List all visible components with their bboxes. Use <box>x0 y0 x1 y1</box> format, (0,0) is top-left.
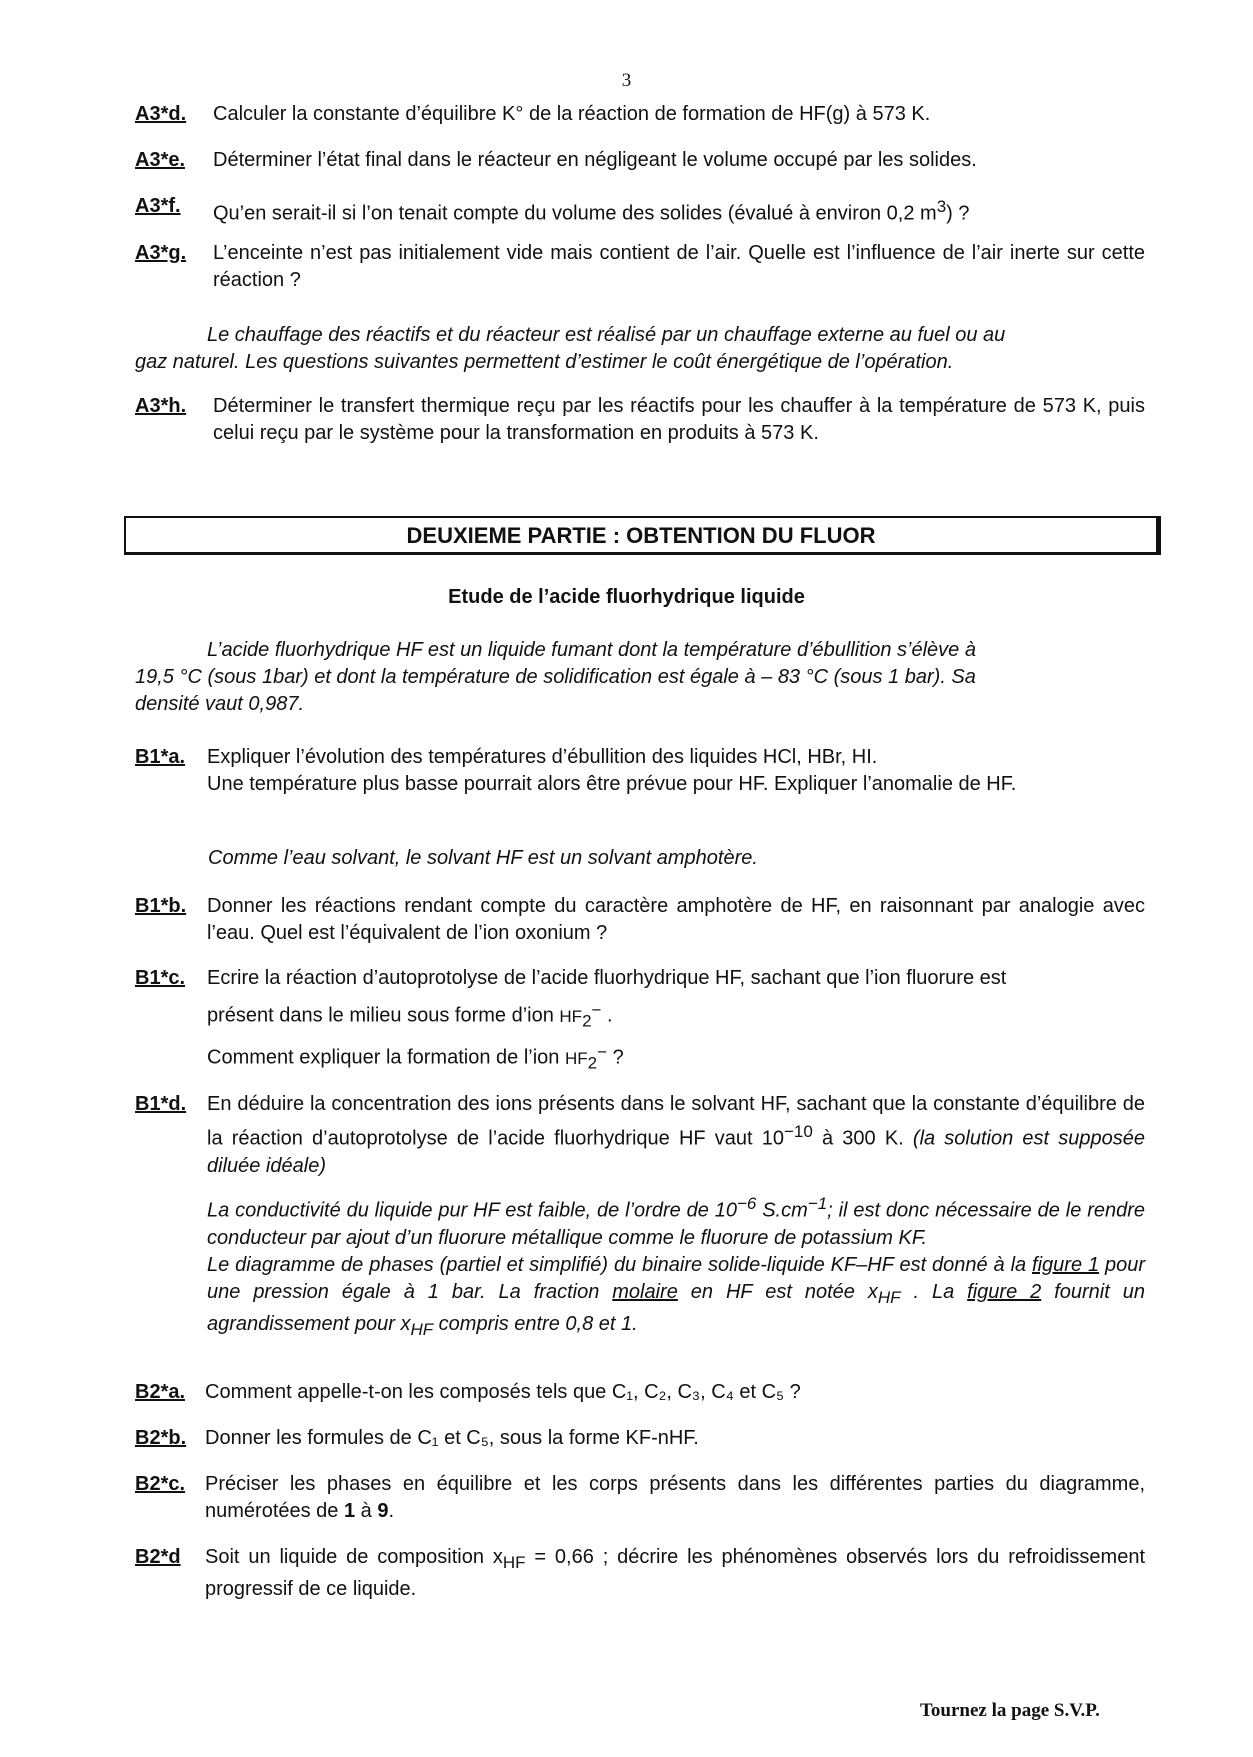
conductivity-intro <box>135 1190 1145 1343</box>
question-text: Déterminer l’état final dans le réacteur en négligeant le volume occupé par les solides. <box>213 149 977 171</box>
question-a3d <box>135 101 1145 128</box>
heating-intro-line1: Le chauffage des réactifs et du réacteur est réalisé par un chauffage externe au fuel ou au <box>207 324 1006 346</box>
question-label: B1*b. <box>135 895 187 917</box>
text-part: fournit un agrandissement pour x <box>207 1280 1145 1335</box>
question-label: A3*g. <box>135 242 187 264</box>
heating-intro-line2: gaz naturel. Les questions suivantes permettent d’estimer le coût énergétique de l’opération. <box>135 351 954 373</box>
text-part: ; il est donc nécessaire de le rendre conducteur par ajout d’un fluorure métallique comme le fluorure de potassium KF. <box>207 1199 1146 1249</box>
bold-number: 1 <box>343 1500 356 1522</box>
conductivity-paragraph-2 <box>135 1252 1145 1343</box>
hf-intro-line3: densité vaut 0,987. <box>135 693 305 715</box>
amphoteric-note: Comme l’eau solvant, le solvant HF est un solvant amphotère. <box>208 847 758 869</box>
question-b1a <box>135 744 1145 798</box>
hf-intro-line1: L’acide fluorhydrique HF est un liquide fumant dont la température d’ébullition s’élève à <box>207 639 976 661</box>
superscript: − <box>597 1042 608 1062</box>
text-part: à <box>355 1500 378 1522</box>
question-label: B1*a. <box>135 746 186 768</box>
text-part: En déduire la concentration des ions présents dans le solvant HF, sachant que la constante d’équilibre de la réaction d’autoprotolyse de l’acide fluorhydrique HF vaut 10 <box>207 1093 1145 1150</box>
question-line <box>207 996 1145 1034</box>
question-b1d <box>135 1091 1145 1180</box>
question-label: B2*b. <box>135 1427 187 1449</box>
subscript: 2 <box>587 1053 598 1073</box>
text-part: présent dans le milieu sous forme d’ion <box>207 1004 560 1027</box>
superscript: − <box>591 1000 602 1019</box>
text-part: Comment expliquer la formation de l’ion <box>207 1046 565 1069</box>
text-part: à 300 K. <box>812 1127 913 1150</box>
question-b2c <box>135 1471 1145 1525</box>
footer-turn-page: Tournez la page S.V.P. <box>920 1700 1100 1721</box>
text-part: Préciser les phases en équilibre et les corps présents dans les différentes parties du diagramme, numérotées de <box>205 1473 1145 1522</box>
bold-number: 9 <box>377 1500 389 1522</box>
question-line <box>207 1038 1145 1076</box>
question-a3e <box>135 147 1145 174</box>
question-label: A3*d. <box>135 103 187 125</box>
subscript: HF <box>877 1287 901 1307</box>
question-label: B2*c. <box>135 1473 186 1495</box>
question-line: Ecrire la réaction d’autoprotolyse de l’acide fluorhydrique HF, sachant que l’ion fluorure est <box>207 967 1007 989</box>
text-part: Soit un liquide de composition x <box>205 1546 503 1568</box>
question-label: A3*h. <box>135 395 187 417</box>
page-number: 3 <box>621 70 632 91</box>
text-part: Qu’en serait-il si l’on tenait compte du volume des solides (évalué à environ 0,2 m <box>213 202 937 225</box>
subscript: HF <box>502 1553 526 1572</box>
part-title: DEUXIEME PARTIE : OBTENTION DU FLUOR <box>406 523 876 548</box>
subscript: 2 <box>582 1011 592 1031</box>
question-b2b <box>135 1425 1145 1452</box>
text-part: en HF est notée x <box>677 1280 878 1303</box>
figure-2-ref: figure 2 <box>967 1280 1042 1303</box>
text-part: pour une pression égale à 1 bar. La fraction <box>207 1253 1145 1303</box>
question-text <box>213 193 1145 228</box>
question-text: Calculer la constante d’équilibre K° de la réaction de formation de HF(g) à 573 K. <box>213 103 931 125</box>
question-line: Une température plus basse pourrait alors être prévue pour HF. Expliquer l’anomalie de HF. <box>207 773 1017 795</box>
question-b2d <box>135 1544 1145 1603</box>
question-label: A3*e. <box>135 149 186 171</box>
superscript: −6 <box>736 1194 757 1213</box>
question-text: L’enceinte n’est pas initialement vide mais contient de l’air. Quelle est l’influence de l’air inerte sur cette réaction ? <box>213 242 1145 291</box>
question-label: B2*d <box>135 1546 181 1568</box>
ion-symbol: HF <box>559 1006 583 1026</box>
question-text: Donner les formules de C₁ et C₅, sous la forme KF-nHF. <box>205 1427 699 1449</box>
question-label: B2*a. <box>135 1381 186 1403</box>
question-text <box>207 965 1145 1076</box>
figure-1-ref: figure 1 <box>1032 1253 1100 1276</box>
text-part: . La <box>900 1280 968 1303</box>
underlined-word: molaire <box>612 1280 678 1303</box>
heating-intro <box>135 322 1145 376</box>
question-a3g <box>135 240 1145 294</box>
question-text: Donner les réactions rendant compte du caractère amphotère de HF, en raisonnant par analogie avec l’eau. Quel est l’équivalent de l’ion oxonium ? <box>207 895 1145 944</box>
text-part: ) ? <box>946 202 970 225</box>
subscript: HF <box>410 1319 434 1339</box>
section-title: Etude de l’acide fluorhydrique liquide <box>448 586 805 608</box>
text-part: compris entre 0,8 et 1. <box>433 1312 638 1335</box>
part-title-box <box>124 516 1161 555</box>
question-line: Expliquer l’évolution des températures d’ébullition des liquides HCl, HBr, HI. <box>207 746 878 768</box>
superscript: −1 <box>807 1194 828 1213</box>
hf-intro <box>135 637 1145 718</box>
question-b1c <box>135 965 1145 1076</box>
superscript: −10 <box>784 1122 813 1141</box>
question-b1b <box>135 893 1145 947</box>
question-a3f <box>135 193 1145 228</box>
text-part: = 0,66 ; décrire les phénomènes observés lors du refroidissement progressif de ce liquide. <box>205 1546 1145 1600</box>
text-part: . <box>388 1500 395 1522</box>
ion-formula <box>559 1000 602 1031</box>
question-label: A3*f. <box>135 195 181 217</box>
question-text <box>205 1544 1145 1603</box>
question-b2a <box>135 1379 1145 1406</box>
ion-formula <box>564 1042 608 1073</box>
question-text: Déterminer le transfert thermique reçu par les réactifs pour les chauffer à la température de 573 K, puis celui reçu par le système pour la transformation en produits à 573 K. <box>213 395 1145 444</box>
question-text <box>207 1091 1145 1180</box>
text-part: ? <box>607 1046 624 1069</box>
superscript: 3 <box>936 197 947 216</box>
conductivity-paragraph-1 <box>135 1190 1145 1252</box>
question-text <box>207 744 1145 798</box>
text-part: Le diagramme de phases (partiel et simplifié) du binaire solide-liquide KF–HF est donné à la <box>207 1253 1033 1276</box>
text-part: . <box>601 1004 613 1027</box>
ion-symbol: HF <box>564 1048 588 1068</box>
hf-intro-line2: 19,5 °C (sous 1bar) et dont la température de solidification est égale à – 83 °C (sous 1 bar). Sa <box>135 666 976 688</box>
question-text: Comment appelle-t-on les composés tels que C₁, C₂, C₃, C₄ et C₅ ? <box>205 1381 801 1403</box>
question-label: B1*d. <box>135 1093 187 1115</box>
text-part: La conductivité du liquide pur HF est faible, de l’ordre de 10 <box>207 1199 737 1222</box>
italic-text: (la solution est supposée diluée idéale) <box>207 1127 1145 1177</box>
question-a3h <box>135 393 1145 447</box>
text-part: S.cm <box>756 1199 808 1222</box>
question-label: B1*c. <box>135 967 186 989</box>
question-text <box>205 1471 1145 1525</box>
